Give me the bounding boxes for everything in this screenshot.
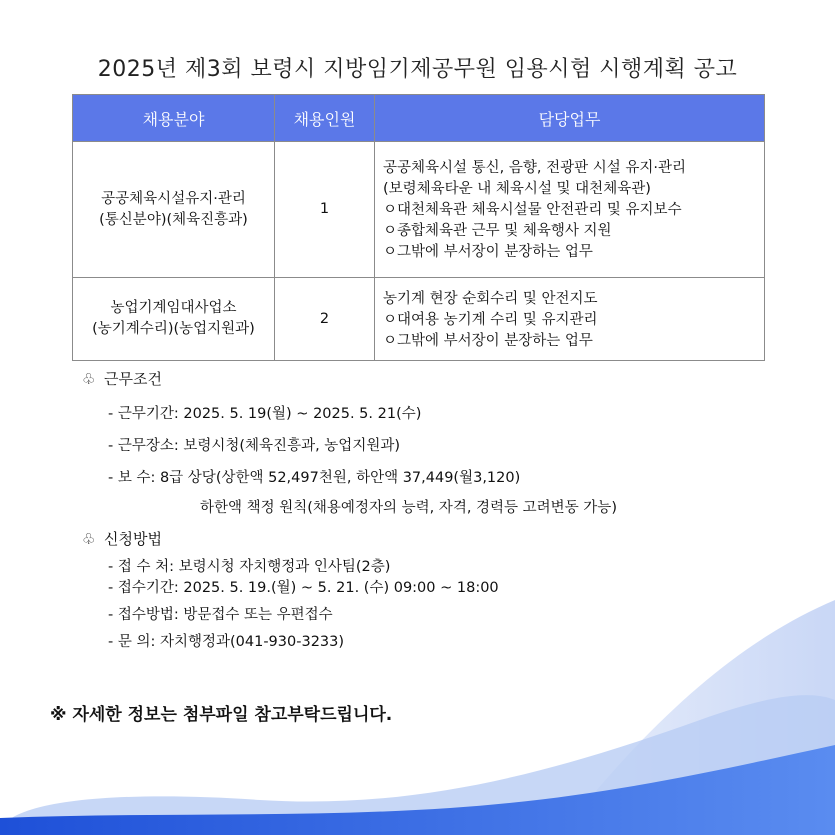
salary-note: 하한액 책정 원칙(채용예정자의 능력, 자격, 경력등 고려변동 가능) bbox=[200, 500, 617, 516]
field-cell bbox=[73, 278, 275, 361]
header-count: 채용인원 bbox=[275, 95, 375, 142]
field-cell bbox=[73, 142, 275, 278]
page-title: 2025년 제3회 보령시 지방임기제공무원 임용시험 시행계획 공고 bbox=[97, 57, 738, 82]
table-header-row bbox=[73, 95, 765, 142]
salary: - 보 수: 8급 상당(상한액 52,497천원, 하안액 37,449(월3,120) bbox=[108, 470, 521, 486]
recruitment-table bbox=[72, 94, 765, 361]
duty-line: (보령체육타운 내 체육시설 및 대천체육관) bbox=[383, 181, 651, 197]
duty-line: ㅇ그밖에 부서장이 분장하는 업무 bbox=[383, 332, 593, 349]
work-conditions-heading bbox=[82, 368, 162, 389]
field-line: (통신분야)(체육진흥과) bbox=[99, 211, 248, 228]
header-field: 채용분야 bbox=[73, 95, 275, 142]
club-icon: ♧ bbox=[82, 530, 96, 548]
count-cell: 2 bbox=[275, 278, 375, 361]
application-heading bbox=[82, 528, 162, 549]
section-title: 근무조건 bbox=[104, 370, 162, 388]
application-period: - 접수기간: 2025. 5. 19.(월) ~ 5. 21. (수) 09:00 ~ 18:00 bbox=[108, 580, 499, 596]
duty-line: ㅇ종합체육관 근무 및 체육행사 지원 bbox=[383, 223, 612, 239]
duty-line: 농기계 현장 순회수리 및 안전지도 bbox=[383, 290, 598, 307]
attachment-note: ※ 자세한 정보는 첨부파일 참고부탁드립니다. bbox=[50, 705, 393, 725]
duty-line: ㅇ대천체육관 체육시설물 안전관리 및 유지보수 bbox=[383, 202, 682, 218]
duties-cell bbox=[375, 142, 765, 278]
field-line: (농기계수리)(농업지원과) bbox=[92, 321, 255, 337]
duty-line: ㅇ그밖에 부서장이 분장하는 업무 bbox=[383, 244, 593, 260]
field-line: 공공체육시설유지·관리 bbox=[101, 190, 246, 207]
header-duties: 담당업무 bbox=[375, 95, 765, 142]
duties-cell bbox=[375, 278, 765, 361]
work-location: - 근무장소: 보령시청(체육진흥과, 농업지원과) bbox=[108, 438, 400, 454]
field-line: 농업기계임대사업소 bbox=[110, 300, 237, 316]
application-place: - 접 수 처: 보령시청 자치행정과 인사팀(2층) bbox=[108, 559, 391, 575]
duty-line: ㅇ대여용 농기계 수리 및 유지관리 bbox=[383, 311, 598, 328]
duty-line: 공공체육시설 통신, 음향, 전광판 시설 유지·관리 bbox=[383, 160, 687, 176]
section-title: 신청방법 bbox=[104, 530, 162, 548]
work-period: - 근무기간: 2025. 5. 19(월) ~ 2025. 5. 21(수) bbox=[108, 406, 422, 422]
application-method: - 접수방법: 방문접수 또는 우편접수 bbox=[108, 607, 333, 623]
inquiry: - 문 의: 자치행정과(041-930-3233) bbox=[108, 634, 345, 650]
count-cell: 1 bbox=[275, 142, 375, 278]
table-row bbox=[73, 278, 765, 361]
table-row bbox=[73, 142, 765, 278]
club-icon: ♧ bbox=[82, 370, 96, 388]
